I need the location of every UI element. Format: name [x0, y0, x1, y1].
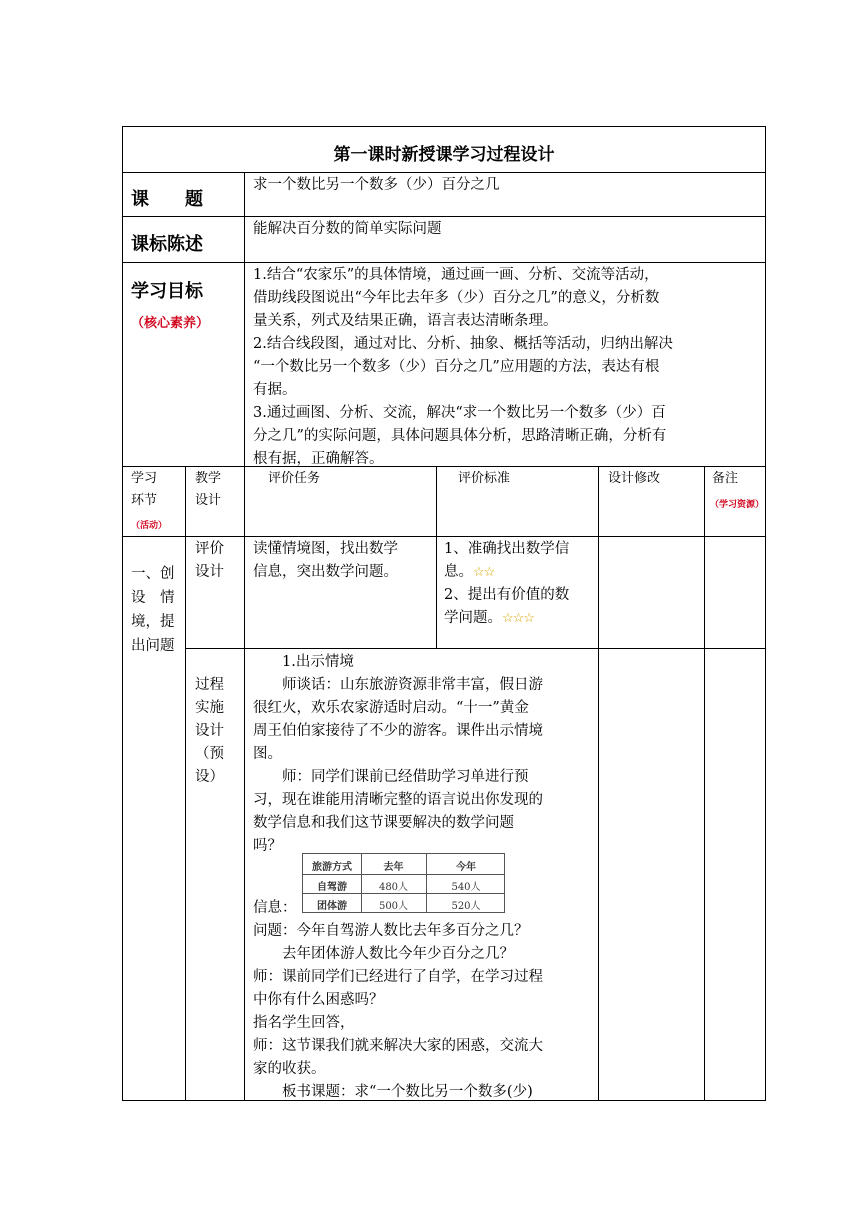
col-header-stage-note: （活动） — [131, 521, 168, 531]
standard-value: 能解决百分数的简单实际问题 — [253, 221, 442, 237]
goal-line: 有据。 — [253, 382, 297, 398]
info-table-image: 旅游方式 去年 今年 自驾游 480人 540人 团体游 500人 520人 — [302, 853, 505, 913]
stage1-design: 评价 设计 — [195, 541, 224, 580]
goal-text — [253, 264, 673, 471]
page-title: 第一课时新授课学习过程设计 — [333, 145, 555, 165]
star-rating-icon: ☆☆☆ — [502, 611, 534, 626]
goal-line: 分之几”的实际问题，具体问题具体分析，思路清晰正确，分析有 — [253, 428, 667, 444]
col-header-criteria: 评价标准 — [458, 471, 511, 486]
col-header-task: 评价任务 — [268, 471, 321, 486]
col-divider — [704, 466, 705, 1101]
goal-line: 量关系，列式及结果正确，语言表达清晰条理。 — [253, 313, 558, 329]
col-divider — [244, 466, 245, 1101]
goal-sublabel: （核心素养） — [131, 316, 210, 331]
col-divider — [436, 466, 437, 648]
standard-label: 课标陈述 — [131, 234, 203, 255]
stage1-criteria: 1、准确找出数学信 息。☆☆ 2、提出有价值的数 学问题。☆☆☆ — [444, 541, 570, 626]
topic-label: 课 题 — [131, 189, 203, 210]
goal-line: 3.通过画图、分析、交流，解决“求一个数比另一个数多（少）百 — [253, 405, 666, 421]
goal-line: 根有据，正确解答。 — [253, 451, 384, 467]
col-header-design: 教学 设计 — [195, 471, 222, 508]
row-divider — [122, 536, 766, 537]
goal-line: 2.结合线段图，通过对比、分析、抽象、概括等活动，归纳出解决 — [253, 336, 673, 352]
stage1-task: 读懂情境图，找出数学 信息，突出数学问题。 — [253, 541, 398, 580]
stage1-label: 一、创 设 情 境，提 出问题 — [131, 566, 175, 654]
col-header-remark-note: （学习资源） — [709, 500, 764, 510]
process-text-2: 问题：今年自驾游人数比去年多百分之几？ 去年团体游人数比今年少百分之几？ 师：课前同学们已经进行了自学，在学习过程 中你有什么困惑吗？ 指名学生回答， 师：这节课我们就来解决大家的困惑，交流大 家的收获。 板书课题：求“一个数比另一个数多(少) — [253, 923, 543, 1100]
row-divider — [122, 216, 766, 217]
process-design: 过程 实施 设计 （预 设） — [195, 677, 224, 785]
col-divider — [244, 172, 245, 466]
col-header-remark: 备注 — [712, 471, 739, 486]
row-divider — [185, 648, 766, 649]
row-divider — [122, 172, 766, 173]
col-divider — [185, 466, 186, 1101]
goal-line: 1.结合“农家乐”的具体情境，通过画一画、分析、交流等活动， — [253, 267, 659, 283]
process-text: 1.出示情境 师谈话：山东旅游资源非常丰富，假日游 很红火，欢乐农家游适时启动。“十一”黄金 周王伯伯家接待了不少的游客。课件出示情境 图。 师：同学们课前已经借助学习单进行预 习，现在谁能用清晰完整的语言说出你发现的 数学信息和我们这节课要解决的数学问题 吗？ — [253, 654, 543, 854]
col-header-stage: 学习 环节 — [131, 471, 158, 508]
goal-label: 学习目标 — [131, 281, 203, 302]
star-rating-icon: ☆☆ — [473, 565, 495, 580]
col-header-revision: 设计修改 — [608, 471, 661, 486]
goal-line: “一个数比另一个数多（少）百分之几”应用题的方法，表达有根 — [253, 359, 660, 375]
col-divider — [598, 466, 599, 1101]
topic-value: 求一个数比另一个数多（少）百分之几 — [253, 177, 500, 193]
goal-line: 借助线段图说出“今年比去年多（少）百分之几”的意义，分析数 — [253, 290, 660, 306]
row-divider — [122, 262, 766, 263]
info-label: 信息： — [253, 900, 297, 916]
